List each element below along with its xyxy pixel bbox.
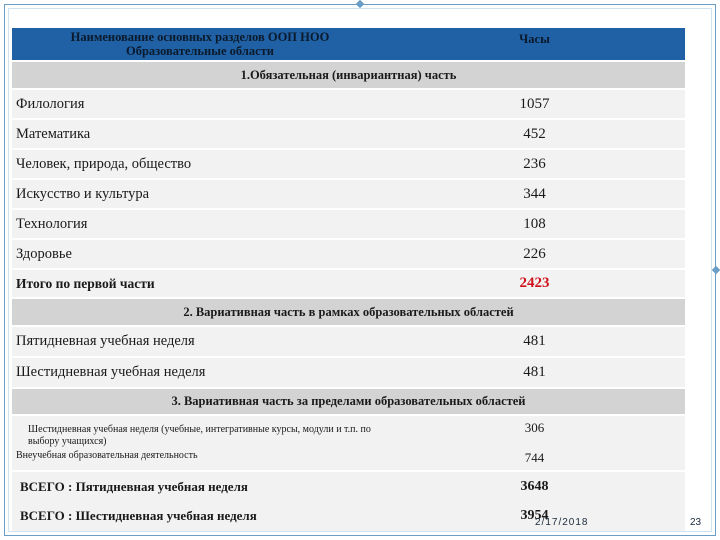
table-row (12, 239, 685, 269)
row-value: 481 (384, 357, 685, 388)
table-row (12, 209, 685, 239)
table-row (12, 119, 685, 149)
row-name: Искусство и культура (12, 179, 384, 209)
grand-total-name: ВСЕГО : Пятидневная учебная неделя (12, 471, 384, 501)
table-header-row (12, 28, 685, 61)
table-row (12, 149, 685, 179)
section3-title: 3. Вариативная часть за пределами образовательных областей (12, 388, 685, 415)
header-title-cell (12, 28, 384, 61)
row-name: Здоровье (12, 239, 384, 269)
row-value: 452 (384, 119, 685, 149)
table-row (12, 89, 685, 119)
slide-date: 2/17/2018 (535, 517, 589, 528)
grand-total-value: 3954 (384, 501, 685, 531)
row-name: Математика (12, 119, 384, 149)
section3-value2: 744 (524, 450, 545, 465)
row-name: Технология (12, 209, 384, 239)
row-value: 1057 (384, 89, 685, 119)
row-name: Человек, природа, общество (12, 149, 384, 179)
row-value: 481 (384, 326, 685, 357)
section1-total-row (12, 269, 685, 298)
row-name: Пятидневная учебная неделя (12, 326, 384, 357)
row-name: Шестидневная учебная неделя (12, 357, 384, 388)
section1-total-value: 2423 (384, 269, 685, 298)
row-value: 236 (384, 149, 685, 179)
row-value: 108 (384, 209, 685, 239)
header-title-line2: Образовательные области (125, 44, 275, 58)
header-title-line1: Наименование основных разделов ООП НОО (70, 30, 330, 44)
table-row (12, 357, 685, 388)
section1-title: 1.Обязательная (инвариантная) часть (12, 61, 685, 89)
section3-title-row (12, 388, 685, 415)
row-name: Филология (12, 89, 384, 119)
row-value: 344 (384, 179, 685, 209)
section1-total-name: Итого по первой части (12, 269, 384, 298)
section3-value1: 306 (524, 420, 545, 435)
section3-row-line1: Шестидневная учебная неделя (учебные, интегративные курсы, модули и т.п. по выбору учащихся) (28, 424, 371, 447)
header-hours-cell: Часы (384, 28, 685, 61)
curriculum-table (12, 28, 685, 531)
section3-row-line2: Внеучебная образовательная деятельность (16, 450, 198, 461)
section3-row (12, 415, 685, 471)
row-value: 226 (384, 239, 685, 269)
grand-total-value: 3648 (384, 471, 685, 501)
section3-row-values (384, 415, 685, 471)
section1-title-row (12, 61, 685, 89)
section3-row-text (12, 415, 384, 471)
slide-page-number: 23 (690, 517, 702, 528)
grand-total-name: ВСЕГО : Шестидневная учебная неделя (12, 501, 384, 531)
table-row (12, 326, 685, 357)
grand-total-row (12, 471, 685, 501)
section2-title-row (12, 298, 685, 326)
table-row (12, 179, 685, 209)
section2-title: 2. Вариативная часть в рамках образовательных областей (12, 298, 685, 326)
